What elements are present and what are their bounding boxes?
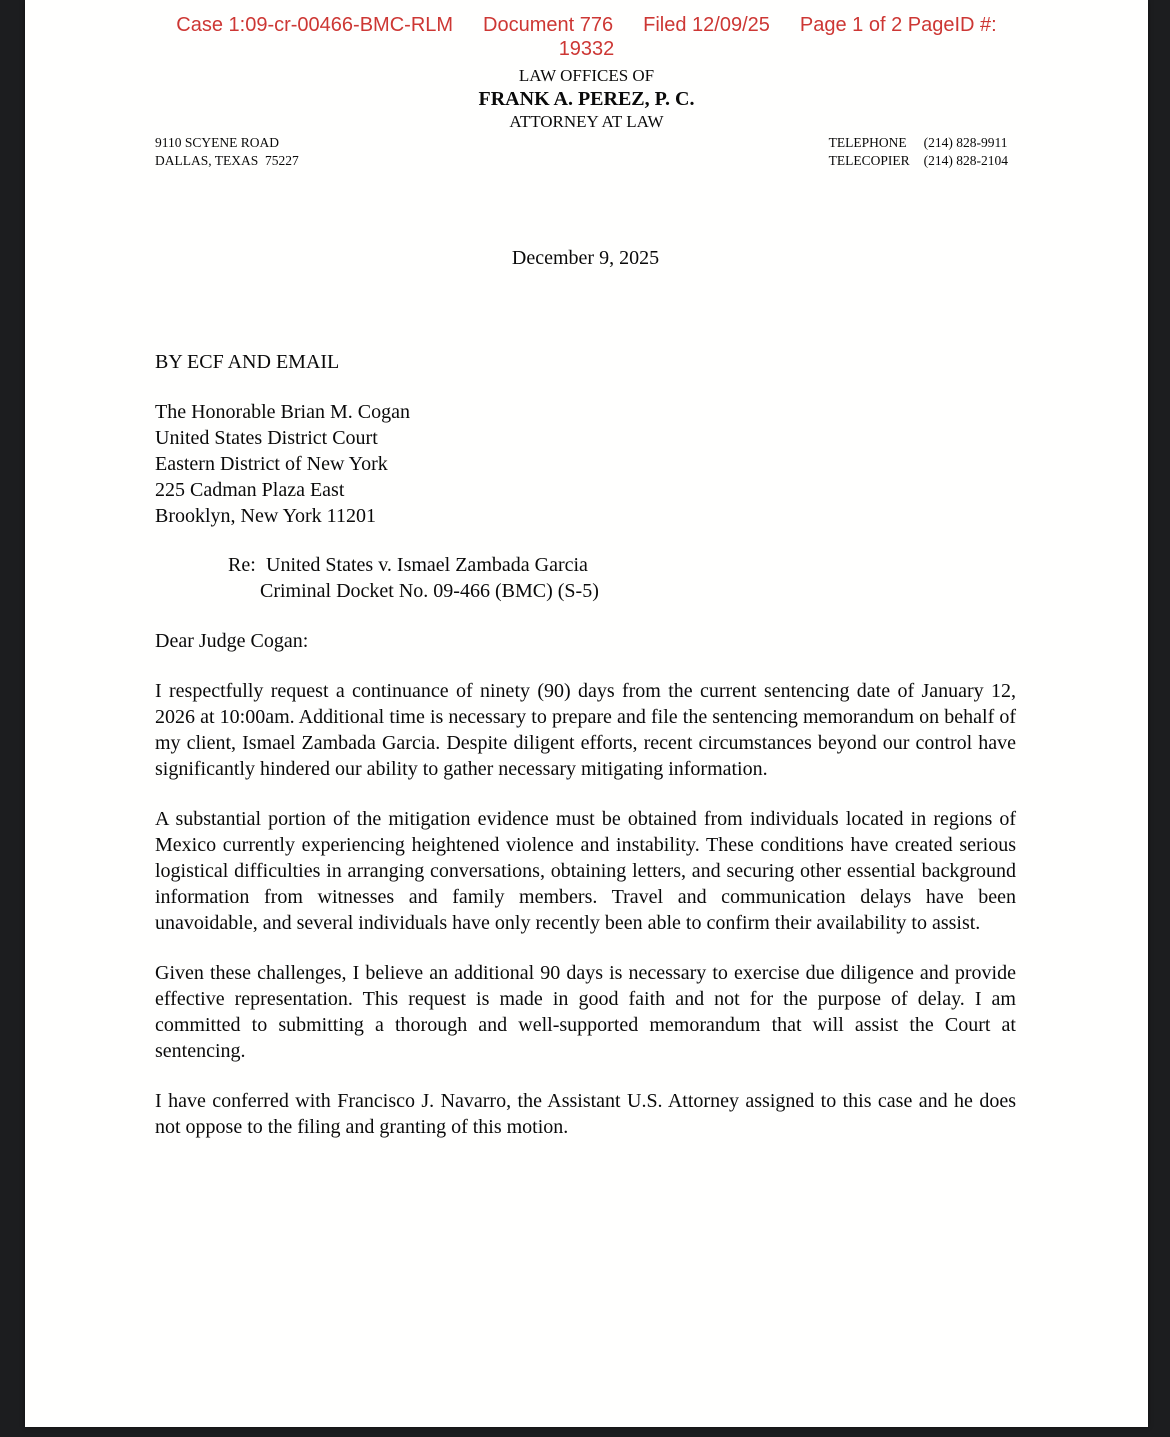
stamp-page-info: Page 1 of 2 PageID #: [799, 14, 997, 36]
re-case-title: United States v. Ismael Zambada Garcia [266, 554, 588, 576]
body-paragraph-1: I respectfully request a continuance of ninety (90) days from the current sentencing date of January 12, 2026 at 10:00am. Additional time is necessary to prepare and file the sentencing memorandum on behalf of my client, Ismael Zambada Garcia. Despite diligent efforts, recent circumstances beyond our control have significantly hindered our ability to gather necessary mitigating information. [155, 680, 1016, 780]
letter-body [25, 245, 1148, 1140]
firm-name: FRANK A. PEREZ, P. C. [478, 88, 695, 110]
letterhead [25, 65, 1148, 170]
firm-address [155, 134, 299, 170]
telephone-label: TELEPHONE [828, 135, 907, 150]
body-paragraph-4: I have conferred with Francisco J. Navarro, the Assistant U.S. Attorney assigned to this case and he does not oppose to the filing and granting of this motion. [155, 1090, 1016, 1138]
law-offices-line: LAW OFFICES OF [518, 66, 655, 85]
street-address: 9110 SCYENE ROAD [155, 135, 280, 150]
body-paragraph-3: Given these challenges, I believe an additional 90 days is necessary to exercise due diligence and provide effective representation. This request is made in good faith and not for the purpose of delay. I am committed to submitting a thorough and well-supported memorandum that will assist the Court at sentencing. [155, 962, 1016, 1062]
re-row [155, 552, 1016, 578]
firm-phones [829, 134, 1008, 170]
court-stamp-line1 [25, 13, 1148, 37]
stamp-filed-date: Filed 12/09/25 [643, 14, 770, 36]
recipient-city: Brooklyn, New York 11201 [155, 505, 376, 527]
salutation: Dear Judge Cogan: [155, 630, 309, 652]
body-paragraph-2: A substantial portion of the mitigation evidence must be obtained from individuals located in regions of Mexico currently experiencing heightened violence and instability. These conditions have created serious logistical difficulties in arranging conversations, obtaining letters, and securing other essential background information from witnesses and family members. Travel and communication delays have been unavoidable, and several individuals have only recently been able to confirm their availability to assist. [155, 808, 1016, 934]
re-label: Re: [228, 554, 256, 576]
telecopier-label: TELECOPIER [828, 153, 910, 168]
attorney-at-law-line: ATTORNEY AT LAW [509, 112, 664, 131]
re-block [155, 552, 1016, 604]
letterhead-contact-row [25, 134, 1148, 170]
stamp-page-id: 19332 [558, 38, 615, 60]
telecopier-number: (214) 828-2104 [923, 153, 1008, 168]
recipient-street: 225 Cadman Plaza East [155, 479, 345, 501]
re-docket-number: Criminal Docket No. 09-466 (BMC) (S-5) [260, 580, 599, 602]
recipient-name: The Honorable Brian M. Cogan [155, 401, 410, 423]
telephone-number: (214) 828-9911 [923, 135, 1008, 150]
delivery-method: BY ECF AND EMAIL [155, 351, 340, 373]
city-state-zip: DALLAS, TEXAS 75227 [155, 153, 299, 168]
recipient-district: Eastern District of New York [155, 453, 388, 475]
recipient-court: United States District Court [155, 427, 378, 449]
court-stamp [25, 0, 1148, 61]
stamp-case-number: Case 1:09-cr-00466-BMC-RLM [176, 14, 454, 36]
recipient-address [155, 399, 1016, 529]
document-page [25, 0, 1148, 1427]
letter-date: December 9, 2025 [511, 247, 660, 269]
stamp-document-number: Document 776 [483, 14, 614, 36]
